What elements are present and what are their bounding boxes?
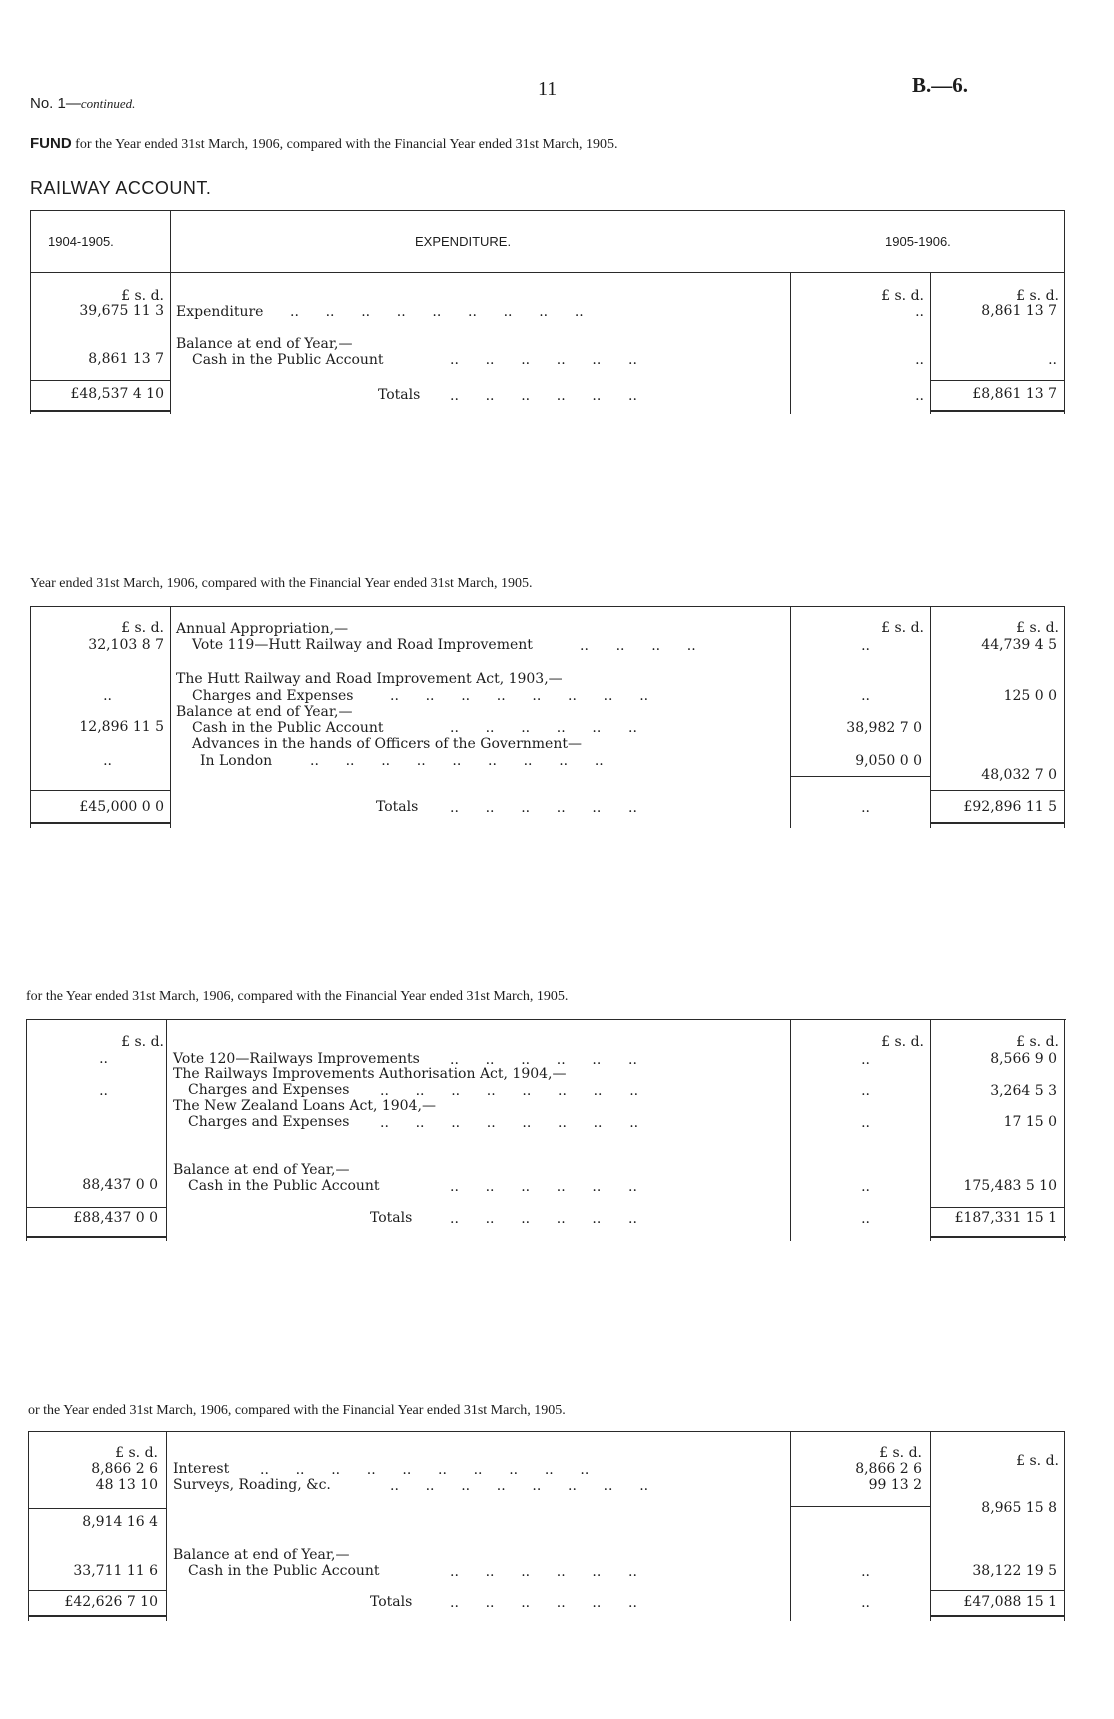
section1-row2-right: .. [1048,352,1057,368]
section1-total-label: Totals [378,387,421,403]
section2-row5-label: Cash in the Public Account [192,720,384,736]
section4-row4-left: 33,711 11 6 [73,1563,158,1579]
section4-row0-leader: .. .. .. .. .. .. .. .. .. .. [260,1462,590,1478]
header-left-italic: continued. [80,96,136,111]
section4-row2-right: 8,965 15 8 [981,1500,1057,1516]
section4-row1-label: Surveys, Roading, &c. [173,1477,331,1493]
section1-total-right: £8,861 13 7 [972,386,1057,402]
section2-total-left: £45,000 0 0 [79,799,164,815]
section3-row1-label: The Railways Improvements Authorisation Act, 1904,— [173,1066,567,1082]
section3-row0-mid: .. [861,1052,870,1068]
section2-title: Year ended 31st March, 1906, compared with the Financial Year ended 31st March, 1905. [30,576,533,591]
section4-title: or the Year ended 31st March, 1906, compared with the Financial Year ended 31st March, 1905. [28,1403,566,1418]
section2-total-right: £92,896 11 5 [963,799,1057,815]
section3-total-left: £88,437 0 0 [73,1210,158,1226]
section2-unit-right: £ s. d. [1016,620,1059,636]
section1-total-mid: .. [915,388,924,404]
section1-row2-leader: .. .. .. .. .. .. [450,352,637,368]
section2-row4-label: Balance at end of Year,— [176,704,353,720]
header-left: No. 1— [30,95,81,112]
section2-row5-mid: 38,982 7 0 [846,720,922,736]
fund-title-rest: for the Year ended 31st March, 1906, compared with the Financial Year ended 31st March, 1905. [75,137,618,152]
section2-row1-right: 44,739 4 5 [981,637,1057,653]
section2-row3-mid: .. [861,688,870,704]
section2-row1-mid: .. [861,638,870,654]
section2-row7-leader: .. .. .. .. .. .. .. .. .. [310,753,604,769]
section1-row0-left: 39,675 11 3 [79,303,164,319]
section3-row0-left: .. [99,1051,108,1067]
section1-row1-label: Balance at end of Year,— [176,336,353,352]
section3-row0-label: Vote 120—Railways Improvements [173,1051,420,1067]
section4-row4-mid: .. [861,1564,870,1580]
section2-total-mid: .. [861,800,870,816]
section2-row7-right: 48,032 7 0 [981,767,1057,783]
section4-unit-mid: £ s. d. [879,1445,922,1461]
section3-total-leader: .. .. .. .. .. .. [450,1211,637,1227]
section1-row2-label: Cash in the Public Account [192,352,384,368]
section3-row2-mid: .. [861,1083,870,1099]
section1-col-left-header: 1904-1905. [48,234,114,249]
section4-total-right: £47,088 15 1 [963,1594,1057,1610]
fund-title [30,135,618,153]
section1-row2-mid: .. [915,352,924,368]
section4-total-label: Totals [370,1594,413,1610]
section1-row2-left: 8,861 13 7 [88,351,164,367]
section2-row3-left: .. [103,688,112,704]
railway-account-heading: RAILWAY ACCOUNT. [30,178,212,198]
section4-row1-left: 48 13 10 [95,1477,158,1493]
section2-row0-label: Annual Appropriation,— [176,621,349,637]
section3-row0-right: 8,566 9 0 [990,1051,1057,1067]
section4-row4-right: 38,122 19 5 [972,1563,1057,1579]
section4-row0-label: Interest [173,1461,230,1477]
section3-row6-mid: .. [861,1179,870,1195]
section1-row0-leader: .. .. .. .. .. .. .. .. .. [290,304,584,320]
section3-total-right: £187,331 15 1 [954,1210,1057,1226]
section3-row0-leader: .. .. .. .. .. .. [450,1052,637,1068]
section1-row0-label: Expenditure [176,304,264,320]
section3-row6-left: 88,437 0 0 [82,1177,158,1193]
section1-col-right-header: 1905-1906. [885,234,951,249]
section3-row5-label: Balance at end of Year,— [173,1162,350,1178]
section4-total-leader: .. .. .. .. .. .. [450,1595,637,1611]
section2-row7-mid: 9,050 0 0 [855,753,922,769]
section2-total-leader: .. .. .. .. .. .. [450,800,637,816]
section4-row1-mid: 99 13 2 [868,1477,922,1493]
section2-row6-label: Advances in the hands of Officers of the Government— [192,736,582,752]
section2-row1-leader: .. .. .. .. [580,638,696,654]
section3-row4-label: Charges and Expenses [188,1114,350,1130]
document-code: B.—6. [912,73,969,97]
section2-unit-mid: £ s. d. [881,620,924,636]
section3-unit-right: £ s. d. [1016,1034,1059,1050]
section3-title: for the Year ended 31st March, 1906, compared with the Financial Year ended 31st March, 1905. [26,989,569,1004]
section3-row6-label: Cash in the Public Account [188,1178,380,1194]
section4-row4-leader: .. .. .. .. .. .. [450,1564,637,1580]
section2-row2-label: The Hutt Railway and Road Improvement Act, 1903,— [176,671,563,687]
section3-total-label: Totals [370,1210,413,1226]
section4-total-left: £42,626 7 10 [64,1594,158,1610]
section2-row3-label: Charges and Expenses [192,688,354,704]
section2-unit-left: £ s. d. [121,620,164,636]
section2-row1-left: 32,103 8 7 [88,637,164,653]
section3-row4-mid: .. [861,1115,870,1131]
section1-col-mid-header: EXPENDITURE. [415,234,512,249]
section3-total-mid: .. [861,1211,870,1227]
section1-total-left: £48,537 4 10 [70,386,164,402]
section4-row0-mid: 8,866 2 6 [855,1461,922,1477]
section2-row3-right: 125 0 0 [1003,688,1057,704]
section3-row4-leader: .. .. .. .. .. .. .. .. [380,1115,639,1131]
page-number: 11 [538,78,558,100]
section4-unit-right: £ s. d. [1016,1453,1059,1469]
section1-unit-left: £ s. d. [121,288,164,304]
section2-row7-label: In London [200,753,273,769]
section1-unit-right: £ s. d. [1016,288,1059,304]
section1-total-leader: .. .. .. .. .. .. [450,388,637,404]
section4-total-mid: .. [861,1595,870,1611]
section2-row3-leader: .. .. .. .. .. .. .. .. [390,688,649,704]
section2-row1-label: Vote 119—Hutt Railway and Road Improvement [192,637,533,653]
section3-row2-label: Charges and Expenses [188,1082,350,1098]
section3-unit-left: £ s. d. [121,1034,164,1050]
fund-title-bold: FUND [30,135,72,152]
section1-unit-mid: £ s. d. [881,288,924,304]
section3-row2-leader: .. .. .. .. .. .. .. .. [380,1083,639,1099]
section4-row4-label: Cash in the Public Account [188,1563,380,1579]
section2-row7-left: .. [103,753,112,769]
section2-row5-leader: .. .. .. .. .. .. [450,720,637,736]
section3-row6-right: 175,483 5 10 [963,1178,1057,1194]
section4-row1-leader: .. .. .. .. .. .. .. .. [390,1478,649,1494]
section4-row3-label: Balance at end of Year,— [173,1547,350,1563]
continued-label [30,95,135,113]
section3-row2-right: 3,264 5 3 [990,1083,1057,1099]
section2-total-label: Totals [376,799,419,815]
section1-row0-right: 8,861 13 7 [981,303,1057,319]
section3-row4-right: 17 15 0 [1003,1114,1057,1130]
section4-unit-left: £ s. d. [115,1445,158,1461]
section1-row0-mid: .. [915,304,924,320]
section3-row6-leader: .. .. .. .. .. .. [450,1179,637,1195]
section2-row5-left: 12,896 11 5 [79,719,164,735]
section3-unit-mid: £ s. d. [881,1034,924,1050]
section3-row2-left: .. [99,1083,108,1099]
section3-row3-label: The New Zealand Loans Act, 1904,— [173,1098,436,1114]
section4-row0-left: 8,866 2 6 [91,1461,158,1477]
section4-row2-left: 8,914 16 4 [82,1514,158,1530]
